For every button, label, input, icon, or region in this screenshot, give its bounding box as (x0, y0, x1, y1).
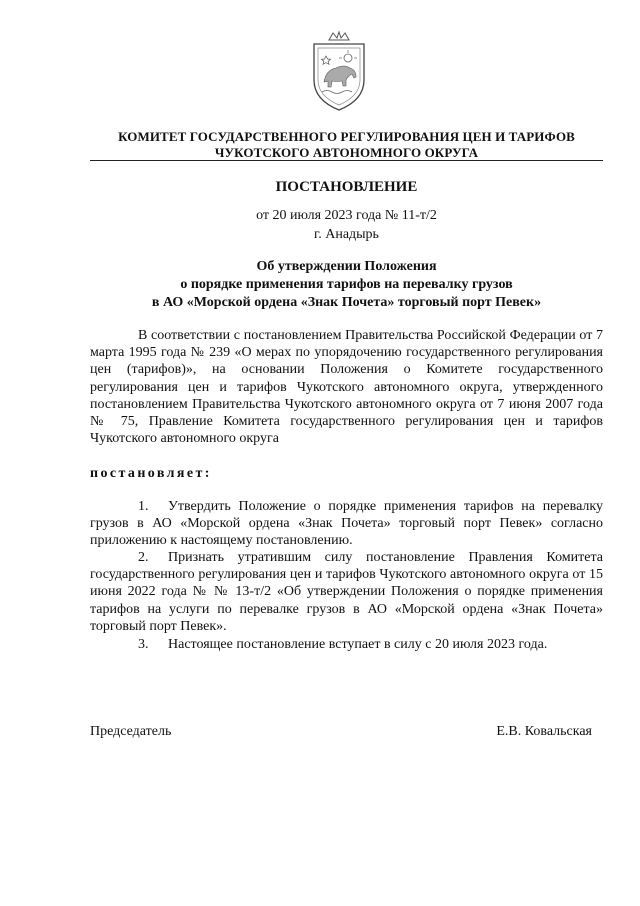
coat-of-arms-icon (302, 30, 376, 114)
item-text: Настоящее постановление вступает в силу с 20 июля 2023 года. (168, 637, 548, 652)
item-text: Утвердить Положение о порядке применения тарифов на перевалку грузов в АО «Морской ордена «Знак Почета» торговый порт Певек» согласно приложению к настоящему постановлению. (90, 499, 603, 549)
organization-name-line1: КОМИТЕТ ГОСУДАРСТВЕННОГО РЕГУЛИРОВАНИЯ ЦЕН И ТАРИФОВ (118, 129, 575, 144)
item-number: 2. (138, 550, 149, 565)
list-item (90, 549, 603, 635)
document-date-number: от 20 июля 2023 года № 11-т/2 (256, 208, 437, 223)
header-divider (90, 160, 603, 161)
decree-word: постановляет: (90, 466, 212, 481)
item-number: 3. (138, 637, 149, 652)
document-title: ПОСТАНОВЛЕНИЕ (275, 179, 418, 195)
signatory-role: Председатель (90, 724, 172, 739)
list-item (90, 498, 603, 550)
document-city: г. Анадырь (314, 227, 379, 242)
item-number: 1. (138, 499, 149, 514)
list-item (90, 636, 603, 653)
subject-line2: о порядке применения тарифов на перевалку грузов (180, 277, 513, 292)
subject-line3: в АО «Морской ордена «Знак Почета» торговый порт Певек» (151, 295, 542, 310)
signatory-name: Е.В. Ковальская (496, 724, 592, 739)
item-text: Признать утратившим силу постановление Правления Комитета государственного регулирования цен и тарифов Чукотского автономного округа от 15 июня 2022 года № № 13-т/2 «Об утверждении Положения о порядке применения тарифов на услуги по перевалке грузов в АО «Морской ордена «Знак Почета» торговый порт Певек». (90, 550, 603, 634)
organization-name-line2: ЧУКОТСКОГО АВТОНОМНОГО ОКРУГА (214, 145, 479, 160)
intro-paragraph: В соответствии с постановлением Правительства Российской Федерации от 7 марта 1995 года № 239 «О мерах по упорядочению государственного регулирования цен (тарифов)», на основании Положения о Комитете государственного регулирования цен и тарифов Чукотского автономного округа, утвержденного постановлением Правительства Чукотского автономного округа от 7 июня 2007 года № 75, Правление Комитета государственного регулирования цен и тарифов Чукотского автономного округа (90, 328, 603, 447)
subject-line1: Об утверждении Положения (256, 259, 437, 274)
